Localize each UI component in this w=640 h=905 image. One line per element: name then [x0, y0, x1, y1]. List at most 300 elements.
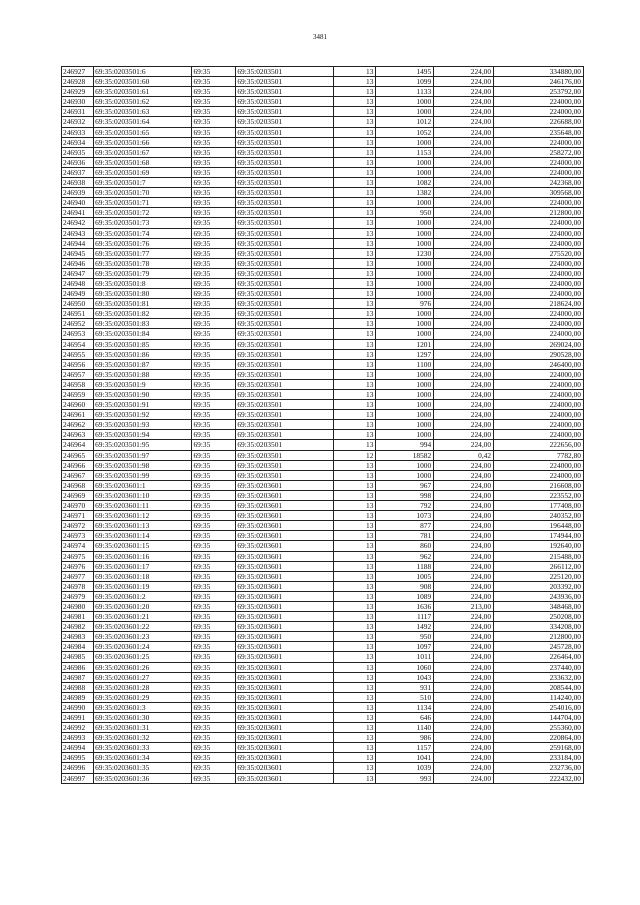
price-cell: 224,00: [434, 258, 494, 268]
price-cell: 224,00: [434, 299, 494, 309]
area-cell: 1492: [376, 622, 434, 632]
region-code-cell: 69:35: [192, 571, 236, 581]
cadastral-number-cell: 69:35:0203501:68: [94, 157, 192, 167]
region-code-cell: 69:35: [192, 490, 236, 500]
cadastral-number-cell: 69:35:0203601:19: [94, 581, 192, 591]
cadastral-number-cell: 69:35:0203501:85: [94, 339, 192, 349]
cadastral-number-cell: 69:35:0203601:13: [94, 521, 192, 531]
category-cell: 13: [333, 460, 376, 470]
category-cell: 13: [333, 319, 376, 329]
price-cell: 224,00: [434, 702, 494, 712]
block-number-cell: 69:35:0203501: [236, 349, 333, 359]
area-cell: 1000: [376, 410, 434, 420]
block-number-cell: 69:35:0203501: [236, 258, 333, 268]
region-code-cell: 69:35: [192, 137, 236, 147]
category-cell: 13: [333, 773, 376, 783]
region-code-cell: 69:35: [192, 379, 236, 389]
price-cell: 224,00: [434, 107, 494, 117]
block-number-cell: 69:35:0203501: [236, 228, 333, 238]
value-cell: 224000,00: [494, 218, 584, 228]
category-cell: 13: [333, 672, 376, 682]
price-cell: 224,00: [434, 571, 494, 581]
price-cell: 224,00: [434, 511, 494, 521]
value-cell: 224000,00: [494, 289, 584, 299]
value-cell: 224000,00: [494, 430, 584, 440]
value-cell: 269024,00: [494, 339, 584, 349]
region-code-cell: 69:35: [192, 107, 236, 117]
category-cell: 13: [333, 551, 376, 561]
price-cell: 224,00: [434, 440, 494, 450]
id-cell: 246983: [62, 632, 94, 642]
region-code-cell: 69:35: [192, 198, 236, 208]
area-cell: 1097: [376, 642, 434, 652]
id-cell: 246950: [62, 299, 94, 309]
region-code-cell: 69:35: [192, 652, 236, 662]
block-number-cell: 69:35:0203501: [236, 369, 333, 379]
cadastral-number-cell: 69:35:0203601:23: [94, 632, 192, 642]
area-cell: 1117: [376, 612, 434, 622]
block-number-cell: 69:35:0203501: [236, 309, 333, 319]
table-row: [62, 692, 584, 702]
block-number-cell: 69:35:0203501: [236, 359, 333, 369]
area-cell: 1011: [376, 652, 434, 662]
cadastral-number-cell: 69:35:0203501:82: [94, 309, 192, 319]
id-cell: 246965: [62, 450, 94, 460]
cadastral-number-cell: 69:35:0203501:78: [94, 258, 192, 268]
block-number-cell: 69:35:0203601: [236, 490, 333, 500]
category-cell: 13: [333, 511, 376, 521]
cadastral-number-cell: 69:35:0203601:11: [94, 501, 192, 511]
table-row: [62, 763, 584, 773]
table-row: [62, 601, 584, 611]
block-number-cell: 69:35:0203501: [236, 87, 333, 97]
block-number-cell: 69:35:0203501: [236, 137, 333, 147]
region-code-cell: 69:35: [192, 218, 236, 228]
id-cell: 246940: [62, 198, 94, 208]
category-cell: 13: [333, 369, 376, 379]
block-number-cell: 69:35:0203601: [236, 662, 333, 672]
id-cell: 246963: [62, 430, 94, 440]
price-cell: 224,00: [434, 127, 494, 137]
region-code-cell: 69:35: [192, 390, 236, 400]
category-cell: 13: [333, 622, 376, 632]
price-cell: 224,00: [434, 460, 494, 470]
table-row: [62, 430, 584, 440]
id-cell: 246954: [62, 339, 94, 349]
cadastral-number-cell: 69:35:0203501:81: [94, 299, 192, 309]
cadastral-number-cell: 69:35:0203501:70: [94, 188, 192, 198]
table-row: [62, 97, 584, 107]
category-cell: 13: [333, 117, 376, 127]
price-cell: 224,00: [434, 157, 494, 167]
value-cell: 224000,00: [494, 319, 584, 329]
block-number-cell: 69:35:0203501: [236, 410, 333, 420]
region-code-cell: 69:35: [192, 470, 236, 480]
region-code-cell: 69:35: [192, 309, 236, 319]
region-code-cell: 69:35: [192, 723, 236, 733]
category-cell: 13: [333, 67, 376, 77]
price-cell: 224,00: [434, 682, 494, 692]
id-cell: 246989: [62, 692, 94, 702]
category-cell: 13: [333, 188, 376, 198]
category-cell: 13: [333, 289, 376, 299]
id-cell: 246979: [62, 591, 94, 601]
category-cell: 13: [333, 480, 376, 490]
cadastral-number-cell: 69:35:0203501:93: [94, 420, 192, 430]
area-cell: 1297: [376, 349, 434, 359]
region-code-cell: 69:35: [192, 157, 236, 167]
id-cell: 246948: [62, 278, 94, 288]
cadastral-number-cell: 69:35:0203501:90: [94, 390, 192, 400]
table-row: [62, 268, 584, 278]
price-cell: 224,00: [434, 470, 494, 480]
price-cell: 224,00: [434, 642, 494, 652]
table-row: [62, 379, 584, 389]
region-code-cell: 69:35: [192, 662, 236, 672]
cadastral-number-cell: 69:35:0203601:24: [94, 642, 192, 652]
value-cell: 224000,00: [494, 97, 584, 107]
block-number-cell: 69:35:0203501: [236, 319, 333, 329]
region-code-cell: 69:35: [192, 733, 236, 743]
cadastral-number-cell: 69:35:0203601:30: [94, 713, 192, 723]
price-cell: 224,00: [434, 581, 494, 591]
value-cell: 192640,00: [494, 541, 584, 551]
value-cell: 259168,00: [494, 743, 584, 753]
table-row: [62, 167, 584, 177]
value-cell: 245728,00: [494, 642, 584, 652]
area-cell: 993: [376, 773, 434, 783]
block-number-cell: 69:35:0203601: [236, 733, 333, 743]
block-number-cell: 69:35:0203601: [236, 743, 333, 753]
region-code-cell: 69:35: [192, 127, 236, 137]
cadastral-number-cell: 69:35:0203501:69: [94, 167, 192, 177]
region-code-cell: 69:35: [192, 511, 236, 521]
block-number-cell: 69:35:0203601: [236, 773, 333, 783]
price-cell: 224,00: [434, 359, 494, 369]
table-row: [62, 390, 584, 400]
price-cell: 224,00: [434, 672, 494, 682]
block-number-cell: 69:35:0203501: [236, 248, 333, 258]
area-cell: 1000: [376, 268, 434, 278]
region-code-cell: 69:35: [192, 682, 236, 692]
category-cell: 13: [333, 561, 376, 571]
category-cell: 13: [333, 652, 376, 662]
category-cell: 12: [333, 450, 376, 460]
category-cell: 13: [333, 137, 376, 147]
area-cell: 1000: [376, 289, 434, 299]
value-cell: 240352,00: [494, 511, 584, 521]
region-code-cell: 69:35: [192, 763, 236, 773]
area-cell: 1000: [376, 157, 434, 167]
price-cell: 224,00: [434, 188, 494, 198]
area-cell: 1000: [376, 198, 434, 208]
table-row: [62, 662, 584, 672]
region-code-cell: 69:35: [192, 601, 236, 611]
category-cell: 13: [333, 238, 376, 248]
block-number-cell: 69:35:0203501: [236, 218, 333, 228]
table-row: [62, 521, 584, 531]
category-cell: 13: [333, 753, 376, 763]
id-cell: 246944: [62, 238, 94, 248]
region-code-cell: 69:35: [192, 167, 236, 177]
category-cell: 13: [333, 440, 376, 450]
cadastral-number-cell: 69:35:0203501:63: [94, 107, 192, 117]
category-cell: 13: [333, 763, 376, 773]
price-cell: 224,00: [434, 723, 494, 733]
area-cell: 931: [376, 682, 434, 692]
value-cell: 224000,00: [494, 238, 584, 248]
category-cell: 13: [333, 258, 376, 268]
id-cell: 246957: [62, 369, 94, 379]
category-cell: 13: [333, 541, 376, 551]
block-number-cell: 69:35:0203601: [236, 591, 333, 601]
category-cell: 13: [333, 470, 376, 480]
value-cell: 254016,00: [494, 702, 584, 712]
value-cell: 275520,00: [494, 248, 584, 258]
region-code-cell: 69:35: [192, 632, 236, 642]
id-cell: 246986: [62, 662, 94, 672]
id-cell: 246971: [62, 511, 94, 521]
price-cell: 224,00: [434, 379, 494, 389]
cadastral-number-cell: 69:35:0203501:6: [94, 67, 192, 77]
category-cell: 13: [333, 278, 376, 288]
price-cell: 224,00: [434, 420, 494, 430]
region-code-cell: 69:35: [192, 521, 236, 531]
table-row: [62, 228, 584, 238]
id-cell: 246929: [62, 87, 94, 97]
category-cell: 13: [333, 178, 376, 188]
category-cell: 13: [333, 581, 376, 591]
block-number-cell: 69:35:0203601: [236, 763, 333, 773]
price-cell: 213,00: [434, 601, 494, 611]
value-cell: 216608,00: [494, 480, 584, 490]
category-cell: 13: [333, 127, 376, 137]
region-code-cell: 69:35: [192, 420, 236, 430]
category-cell: 13: [333, 430, 376, 440]
block-number-cell: 69:35:0203501: [236, 167, 333, 177]
area-cell: 877: [376, 521, 434, 531]
category-cell: 13: [333, 702, 376, 712]
category-cell: 13: [333, 531, 376, 541]
block-number-cell: 69:35:0203601: [236, 622, 333, 632]
price-cell: 224,00: [434, 167, 494, 177]
cadastral-number-cell: 69:35:0203601:31: [94, 723, 192, 733]
area-cell: 1000: [376, 319, 434, 329]
table-row: [62, 127, 584, 137]
area-cell: 1000: [376, 420, 434, 430]
block-number-cell: 69:35:0203601: [236, 692, 333, 702]
area-cell: 1000: [376, 460, 434, 470]
area-cell: 1157: [376, 743, 434, 753]
cadastral-number-cell: 69:35:0203601:17: [94, 561, 192, 571]
price-cell: 224,00: [434, 117, 494, 127]
block-number-cell: 69:35:0203601: [236, 702, 333, 712]
price-cell: 224,00: [434, 339, 494, 349]
area-cell: 1039: [376, 763, 434, 773]
area-cell: 1188: [376, 561, 434, 571]
table-row: [62, 672, 584, 682]
id-cell: 246927: [62, 67, 94, 77]
price-cell: 224,00: [434, 763, 494, 773]
value-cell: 224000,00: [494, 198, 584, 208]
id-cell: 246935: [62, 147, 94, 157]
id-cell: 246937: [62, 167, 94, 177]
value-cell: 224000,00: [494, 379, 584, 389]
block-number-cell: 69:35:0203501: [236, 289, 333, 299]
page-number: 3481: [313, 33, 327, 41]
value-cell: 250208,00: [494, 612, 584, 622]
table-row: [62, 531, 584, 541]
value-cell: 224000,00: [494, 157, 584, 167]
category-cell: 13: [333, 420, 376, 430]
price-cell: 224,00: [434, 652, 494, 662]
id-cell: 246941: [62, 208, 94, 218]
cadastral-number-cell: 69:35:0203501:84: [94, 329, 192, 339]
table-row: [62, 581, 584, 591]
block-number-cell: 69:35:0203501: [236, 400, 333, 410]
table-row: [62, 410, 584, 420]
area-cell: 962: [376, 551, 434, 561]
region-code-cell: 69:35: [192, 400, 236, 410]
block-number-cell: 69:35:0203601: [236, 601, 333, 611]
id-cell: 246931: [62, 107, 94, 117]
area-cell: 1052: [376, 127, 434, 137]
id-cell: 246990: [62, 702, 94, 712]
region-code-cell: 69:35: [192, 460, 236, 470]
region-code-cell: 69:35: [192, 612, 236, 622]
block-number-cell: 69:35:0203501: [236, 67, 333, 77]
table-row: [62, 480, 584, 490]
table-row: [62, 178, 584, 188]
table-row: [62, 733, 584, 743]
region-code-cell: 69:35: [192, 258, 236, 268]
id-cell: 246958: [62, 379, 94, 389]
area-cell: 1000: [376, 278, 434, 288]
cadastral-number-cell: 69:35:0203601:20: [94, 601, 192, 611]
area-cell: 1000: [376, 167, 434, 177]
area-cell: 1000: [376, 309, 434, 319]
table-row: [62, 137, 584, 147]
id-cell: 246964: [62, 440, 94, 450]
area-cell: 1099: [376, 77, 434, 87]
cadastral-number-cell: 69:35:0203501:80: [94, 289, 192, 299]
id-cell: 246960: [62, 400, 94, 410]
price-cell: 224,00: [434, 551, 494, 561]
value-cell: 218624,00: [494, 299, 584, 309]
block-number-cell: 69:35:0203501: [236, 198, 333, 208]
table-row: [62, 773, 584, 783]
value-cell: 226464,00: [494, 652, 584, 662]
table-row: [62, 501, 584, 511]
block-number-cell: 69:35:0203601: [236, 541, 333, 551]
area-cell: 1089: [376, 591, 434, 601]
id-cell: 246968: [62, 480, 94, 490]
table-row: [62, 329, 584, 339]
cadastral-number-cell: 69:35:0203501:72: [94, 208, 192, 218]
block-number-cell: 69:35:0203601: [236, 642, 333, 652]
id-cell: 246970: [62, 501, 94, 511]
value-cell: 309568,00: [494, 188, 584, 198]
price-cell: 224,00: [434, 733, 494, 743]
price-cell: 224,00: [434, 97, 494, 107]
block-number-cell: 69:35:0203601: [236, 632, 333, 642]
cadastral-number-cell: 69:35:0203501:65: [94, 127, 192, 137]
id-cell: 246980: [62, 601, 94, 611]
block-number-cell: 69:35:0203501: [236, 178, 333, 188]
area-cell: 1000: [376, 470, 434, 480]
cadastral-number-cell: 69:35:0203601:15: [94, 541, 192, 551]
category-cell: 13: [333, 612, 376, 622]
value-cell: 334880,00: [494, 67, 584, 77]
table-row: [62, 642, 584, 652]
block-number-cell: 69:35:0203601: [236, 531, 333, 541]
block-number-cell: 69:35:0203501: [236, 97, 333, 107]
price-cell: 224,00: [434, 87, 494, 97]
value-cell: 233184,00: [494, 753, 584, 763]
value-cell: 144704,00: [494, 713, 584, 723]
area-cell: 986: [376, 733, 434, 743]
cadastral-number-cell: 69:35:0203501:88: [94, 369, 192, 379]
area-cell: 950: [376, 208, 434, 218]
id-cell: 246978: [62, 581, 94, 591]
table-row: [62, 208, 584, 218]
category-cell: 13: [333, 228, 376, 238]
price-cell: 224,00: [434, 289, 494, 299]
table-row: [62, 218, 584, 228]
cadastral-number-cell: 69:35:0203501:73: [94, 218, 192, 228]
price-cell: 224,00: [434, 228, 494, 238]
value-cell: 224000,00: [494, 228, 584, 238]
id-cell: 246947: [62, 268, 94, 278]
value-cell: 224000,00: [494, 390, 584, 400]
category-cell: 13: [333, 339, 376, 349]
price-cell: 224,00: [434, 541, 494, 551]
area-cell: 908: [376, 581, 434, 591]
category-cell: 13: [333, 571, 376, 581]
region-code-cell: 69:35: [192, 743, 236, 753]
cadastral-number-cell: 69:35:0203601:36: [94, 773, 192, 783]
area-cell: 860: [376, 541, 434, 551]
id-cell: 246985: [62, 652, 94, 662]
block-number-cell: 69:35:0203501: [236, 460, 333, 470]
id-cell: 246994: [62, 743, 94, 753]
block-number-cell: 69:35:0203601: [236, 672, 333, 682]
category-cell: 13: [333, 349, 376, 359]
table-row: [62, 622, 584, 632]
table-row: [62, 440, 584, 450]
value-cell: 114240,00: [494, 692, 584, 702]
value-cell: 212800,00: [494, 208, 584, 218]
price-cell: 224,00: [434, 248, 494, 258]
region-code-cell: 69:35: [192, 753, 236, 763]
id-cell: 246952: [62, 319, 94, 329]
category-cell: 13: [333, 733, 376, 743]
block-number-cell: 69:35:0203601: [236, 612, 333, 622]
value-cell: 224000,00: [494, 268, 584, 278]
region-code-cell: 69:35: [192, 238, 236, 248]
table-row: [62, 188, 584, 198]
category-cell: 13: [333, 601, 376, 611]
id-cell: 246955: [62, 349, 94, 359]
block-number-cell: 69:35:0203601: [236, 480, 333, 490]
block-number-cell: 69:35:0203501: [236, 208, 333, 218]
region-code-cell: 69:35: [192, 410, 236, 420]
id-cell: 246995: [62, 753, 94, 763]
area-cell: 1140: [376, 723, 434, 733]
id-cell: 246976: [62, 561, 94, 571]
cadastral-number-cell: 69:35:0203501:98: [94, 460, 192, 470]
region-code-cell: 69:35: [192, 773, 236, 783]
